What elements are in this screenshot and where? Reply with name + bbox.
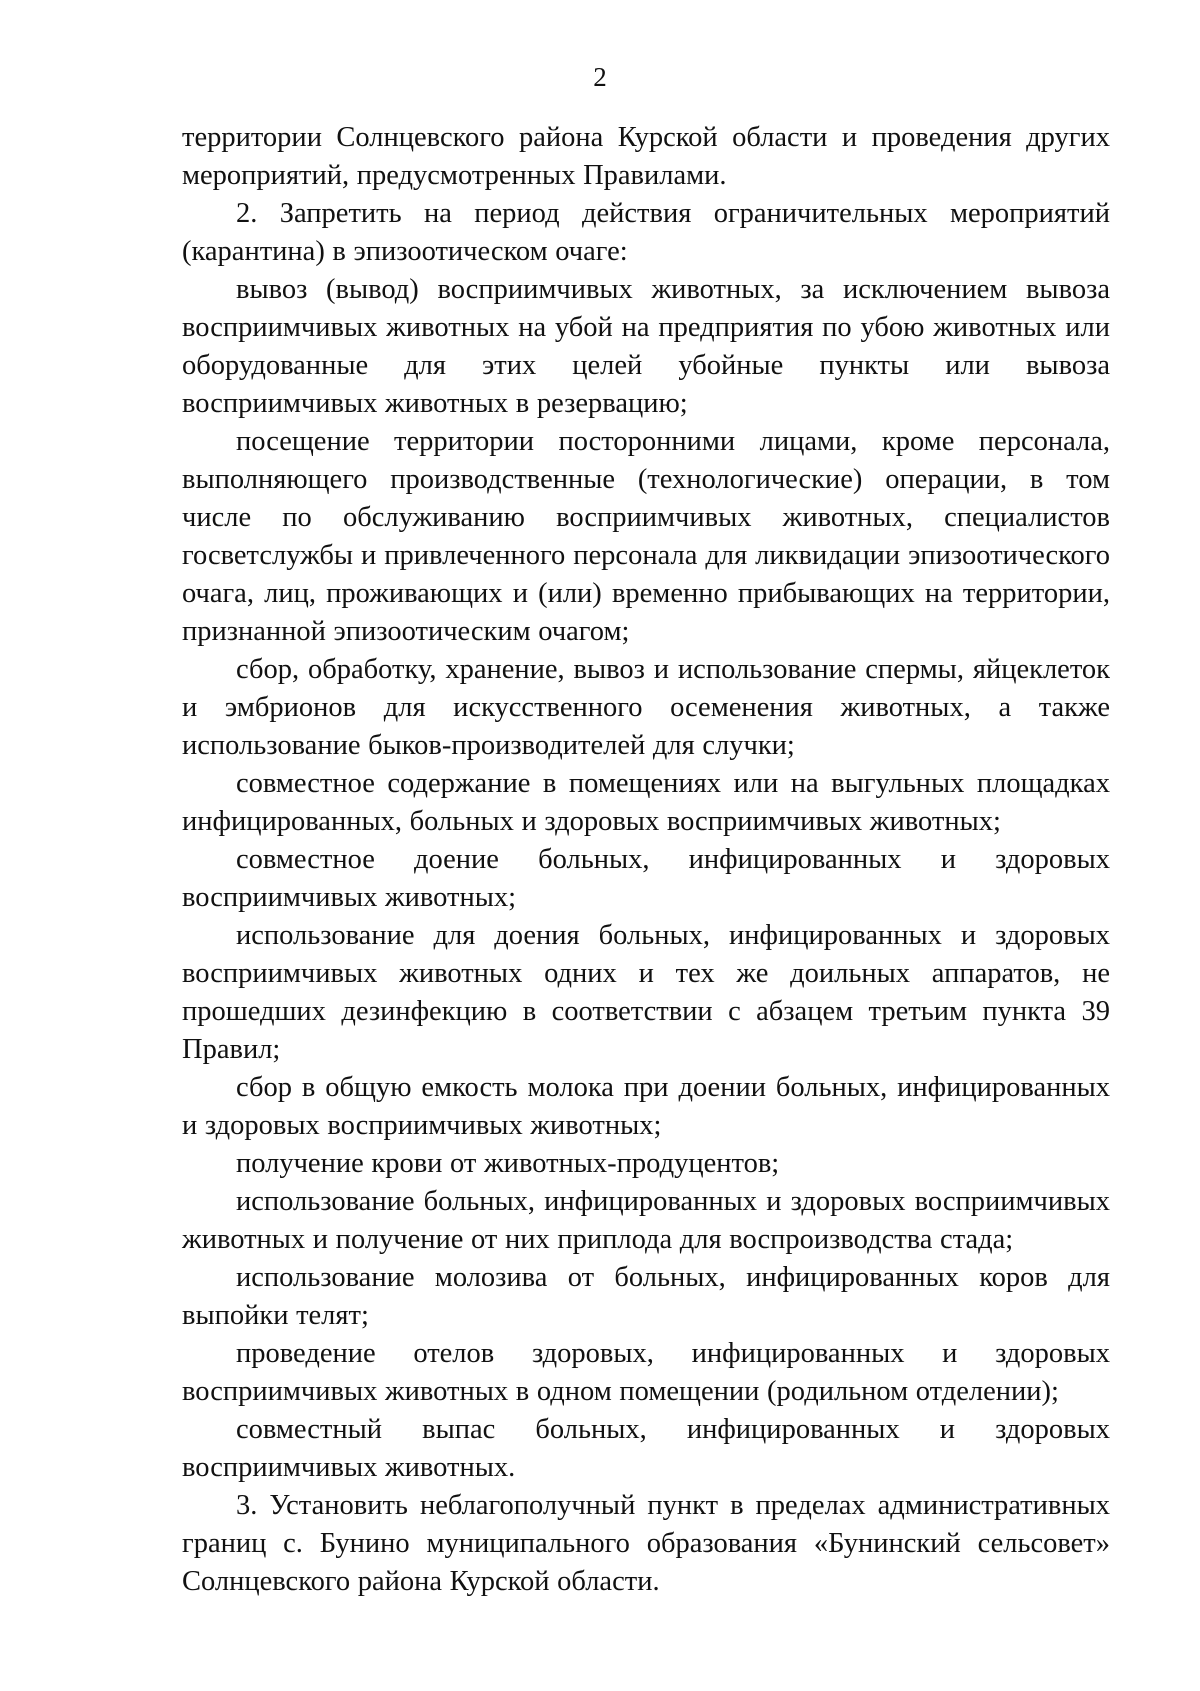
paragraph-item-3: 3. Установить неблагополучный пункт в пределах административных границ с. Бунино муниципального образования «Бунинский сельсовет» Солнцевского района Курской области. <box>182 1490 1110 1597</box>
paragraph-prohibition-joint-milking: совместное доение больных, инфицированных и здоровых восприимчивых животных; <box>182 844 1110 913</box>
paragraph-prohibition-blood: получение крови от животных-продуцентов; <box>236 1148 780 1179</box>
paragraph-prohibition-joint-keeping: совместное содержание в помещениях или на выгульных площадках инфицированных, больных и здоровых восприимчивых животных; <box>182 768 1110 837</box>
paragraph-prohibition-visits: посещение территории посторонними лицами, кроме персонала, выполняющего производственные (технологические) операции, в том числе по обслуживанию восприимчивых животных, специалистов госветслужбы и привлеченного персонала для ликвидации эпизоотического очага, лиц, проживающих и (или) временно прибывающих на территории, признанной эпизоотическим очагом; <box>182 426 1110 647</box>
document-body <box>182 119 1110 1601</box>
paragraph-prohibition-breeding: использование больных, инфицированных и здоровых восприимчивых животных и получение от них приплода для воспроизводства стада; <box>182 1186 1110 1255</box>
paragraph-prohibition-milk-collection: сбор в общую емкость молока при доении больных, инфицированных и здоровых восприимчивых животных; <box>182 1072 1110 1141</box>
paragraph-item-2: 2. Запретить на период действия ограничительных мероприятий (карантина) в эпизоотическом очаге: <box>182 198 1110 267</box>
paragraph-prohibition-export: вывоз (вывод) восприимчивых животных, за исключением вывоза восприимчивых животных на убой на предприятия по убою животных или оборудованные для этих целей убойные пункты или вывоза восприимчивых животных в резервацию; <box>182 274 1110 419</box>
paragraph-prohibition-colostrum: использование молозива от больных, инфицированных коров для выпойки телят; <box>182 1262 1110 1331</box>
paragraph-prohibition-grazing: совместный выпас больных, инфицированных и здоровых восприимчивых животных. <box>182 1414 1110 1483</box>
page-number: 2 <box>593 62 607 92</box>
paragraph-prohibition-sperm: сбор, обработку, хранение, вывоз и использование спермы, яйцеклеток и эмбрионов для искусственного осеменения животных, а также использование быков-производителей для случки; <box>182 654 1110 761</box>
paragraph-prohibition-calving: проведение отелов здоровых, инфицированных и здоровых восприимчивых животных в одном помещении (родильном отделении); <box>182 1338 1110 1407</box>
paragraph-continuation: территории Солнцевского района Курской области и проведения других мероприятий, предусмотренных Правилами. <box>182 122 1110 191</box>
paragraph-prohibition-milking-devices: использование для доения больных, инфицированных и здоровых восприимчивых животных одних и тех же доильных аппаратов, не прошедших дезинфекцию в соответствии с абзацем третьим пункта 39 Правил; <box>182 920 1110 1065</box>
